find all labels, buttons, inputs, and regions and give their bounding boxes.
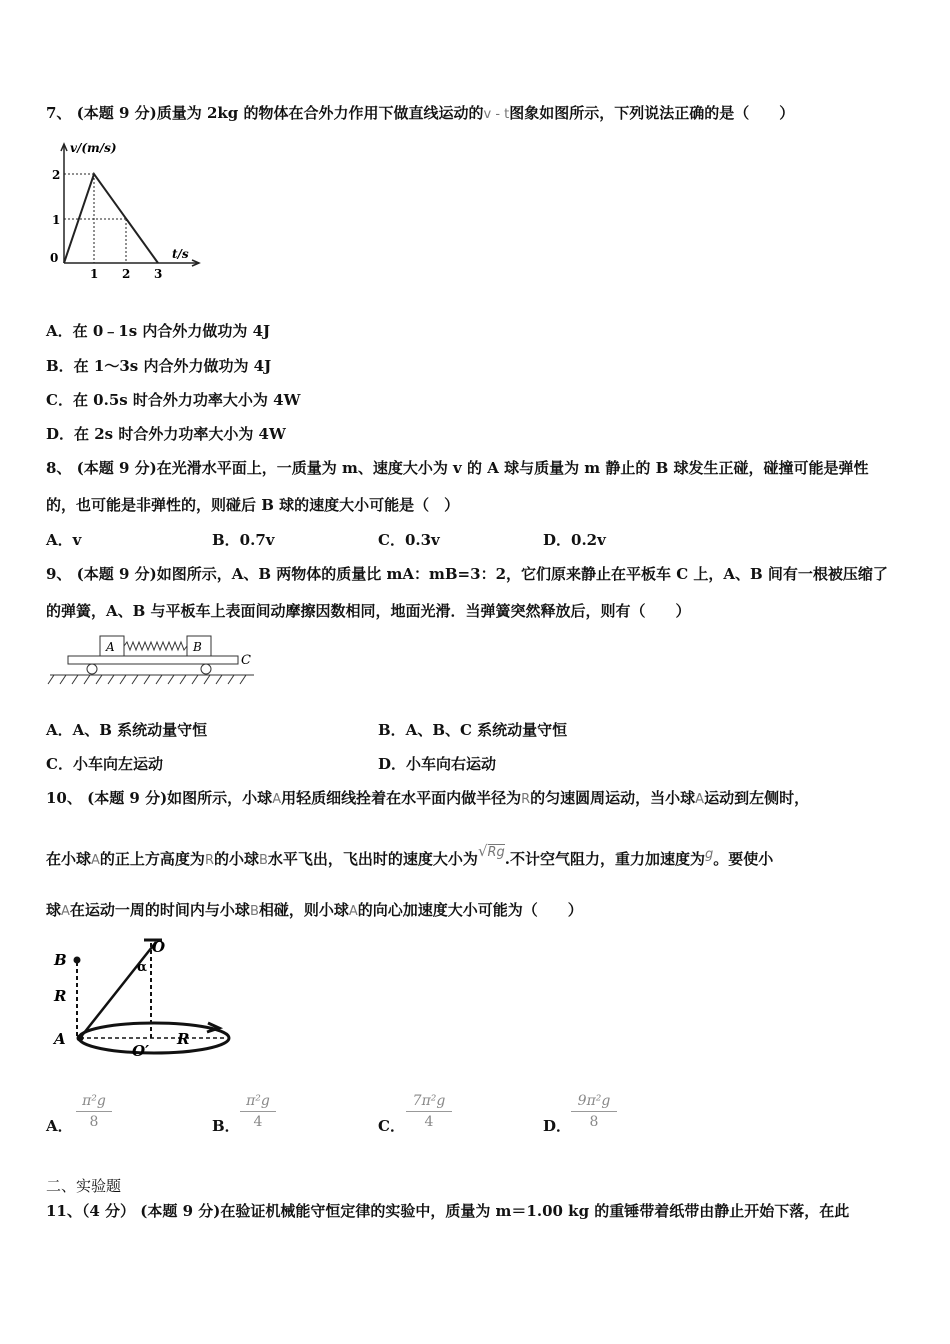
q10-stem-line2 bbox=[46, 842, 774, 869]
fraction-numerator: π²g bbox=[240, 1093, 276, 1112]
q9-stem-line2: 的弹簧，A、B 与平板车上表面间动摩擦因数相同，地面光滑．当弹簧突然释放后，则有（ ） bbox=[46, 602, 691, 620]
q10-symbol-a: A bbox=[695, 792, 705, 807]
q7-stem bbox=[46, 102, 794, 123]
fraction-numerator: 7π²g bbox=[406, 1093, 452, 1112]
q10-option-a-label: A． bbox=[46, 1117, 73, 1135]
q10-option-b-fraction bbox=[240, 1093, 276, 1130]
q9-stem-line1: 9、 (本题 9 分)如图所示，A、B 两物体的质量比 mA：mB=3：2，它们原来静止在平板车 C 上，A、B 间有一根被压缩了 bbox=[46, 565, 888, 583]
q10-symbol-a: A bbox=[272, 792, 282, 807]
q10-label-a: A bbox=[54, 1030, 66, 1048]
q8-option-a: A．v bbox=[46, 531, 82, 549]
q10-symbol-r: R bbox=[204, 853, 214, 868]
q8-option-d: D．0.2v bbox=[543, 531, 606, 549]
q9-option-d: D．小车向右运动 bbox=[378, 755, 497, 773]
q10-text: 用轻质细线拴着在水平面内做半径为 bbox=[281, 789, 522, 807]
q10-option-c-fraction bbox=[406, 1093, 452, 1130]
q7-x-tick-1: 1 bbox=[90, 267, 99, 281]
fraction-denominator: 8 bbox=[89, 1114, 99, 1130]
q7-origin-label: 0 bbox=[50, 251, 59, 265]
q10-text: 水平飞出，飞出时的速度大小为 bbox=[267, 850, 478, 868]
q10-option-c-label: C． bbox=[378, 1117, 405, 1135]
q10-text: 在运动一周的时间内与小球 bbox=[69, 901, 250, 919]
q10-option-a-fraction bbox=[76, 1093, 112, 1130]
q10-stem-line1 bbox=[46, 787, 809, 808]
q8-stem-line2: 的，也可能是非弹性的，则碰后 B 球的速度大小可能是（ ） bbox=[46, 496, 460, 514]
q7-vt-symbol: v - t bbox=[483, 107, 510, 122]
q10-text: .不计空气阻力，重力加速度为 bbox=[504, 850, 706, 868]
q9-label-a: A bbox=[106, 640, 115, 654]
q7-y-tick-1: 1 bbox=[52, 213, 61, 227]
q10-text: 的匀速圆周运动，当小球 bbox=[530, 789, 696, 807]
spring-icon bbox=[124, 642, 187, 650]
q10-symbol-a: A bbox=[91, 853, 100, 868]
q8-option-b: B．0.7v bbox=[212, 531, 275, 549]
q7-stem-part: 图象如图所示，下列说法正确的是（ ） bbox=[509, 104, 795, 122]
q10-text: 10、 (本题 9 分)如图所示，小球 bbox=[46, 789, 273, 807]
q7-y-tick-2: 2 bbox=[52, 168, 61, 182]
q10-symbol-g: g bbox=[705, 847, 714, 862]
q10-label-b: B bbox=[54, 951, 67, 969]
fraction-numerator: π²g bbox=[76, 1093, 112, 1112]
q9-option-b: B．A、B、C 系统动量守恒 bbox=[378, 721, 568, 739]
q9-option-c: C．小车向左运动 bbox=[46, 755, 163, 773]
q7-stem-part: 7、 (本题 9 分)质量为 2kg 的物体在合外力作用下做直线运动的 bbox=[46, 104, 484, 122]
q10-symbol-a: A bbox=[348, 904, 358, 919]
q7-x-tick-3: 3 bbox=[154, 267, 163, 281]
q10-text: 运动到左侧时， bbox=[704, 789, 810, 807]
q10-text: 的向心加速度大小可能为（ ） bbox=[357, 901, 583, 919]
q10-symbol-a: A bbox=[61, 904, 70, 919]
q10-option-d-label: D． bbox=[543, 1117, 572, 1135]
q7-option-a: A．在 0﹣1s 内合外力做功为 4J bbox=[46, 322, 271, 340]
q11-stem-line1: 11、（4 分） (本题 9 分)在验证机械能守恒定律的实验中，质量为 m＝1.00 kg 的重锤带着纸带由静止开始下落，在此 bbox=[46, 1202, 850, 1220]
q8-stem-line1: 8、 (本题 9 分)在光滑水平面上，一质量为 m、速度大小为 v 的 A 球与质量为 m 静止的 B 球发生正碰，碰撞可能是弹性 bbox=[46, 459, 869, 477]
q9-cart-diagram bbox=[44, 630, 264, 690]
q10-text: 的小球 bbox=[213, 850, 259, 868]
q10-option-d-fraction bbox=[571, 1093, 617, 1130]
q10-circular-motion-diagram bbox=[44, 935, 239, 1060]
q7-option-c: C．在 0.5s 时合外力功率大小为 4W bbox=[46, 391, 301, 409]
section-title-experiment: 二、实验题 bbox=[46, 1177, 122, 1195]
q10-text: 在小球 bbox=[46, 850, 92, 868]
q10-label-alpha: α bbox=[137, 960, 148, 975]
fraction-denominator: 4 bbox=[253, 1114, 263, 1130]
q9-label-c: C bbox=[241, 653, 251, 668]
q10-label-r-horizontal: R bbox=[177, 1030, 190, 1048]
q8-option-c: C．0.3v bbox=[378, 531, 440, 549]
q10-symbol-b: B bbox=[249, 904, 259, 919]
q7-vt-graph bbox=[44, 138, 209, 283]
fraction-denominator: 4 bbox=[424, 1114, 434, 1130]
q9-option-a: A．A、B 系统动量守恒 bbox=[46, 721, 208, 739]
q10-label-o-prime: O′ bbox=[132, 1042, 150, 1060]
q7-option-b: B．在 1～3s 内合外力做功为 4J bbox=[46, 357, 272, 375]
q10-text: 。要使小 bbox=[713, 850, 774, 868]
q10-text: 的正上方高度为 bbox=[99, 850, 205, 868]
q7-x-axis-label: t/s bbox=[172, 247, 189, 261]
q10-option-b-label: B． bbox=[212, 1117, 240, 1135]
q10-text: 球 bbox=[46, 901, 62, 919]
q10-stem-line3 bbox=[46, 899, 583, 920]
q10-label-r-vertical: R bbox=[54, 987, 67, 1005]
fraction-numerator: 9π²g bbox=[571, 1093, 617, 1112]
fraction-denominator: 8 bbox=[589, 1114, 599, 1130]
q10-sqrt-rg: Rg bbox=[487, 845, 505, 860]
q10-symbol-r: R bbox=[521, 792, 531, 807]
q10-label-o: O bbox=[152, 938, 166, 956]
sqrt-icon: √ bbox=[477, 842, 488, 860]
q7-option-d: D．在 2s 时合外力功率大小为 4W bbox=[46, 425, 286, 443]
q10-symbol-b: B bbox=[259, 853, 268, 868]
q7-y-axis-label: v/(m/s) bbox=[70, 141, 117, 155]
q10-text: 相碰，则小球 bbox=[258, 901, 349, 919]
q7-x-tick-2: 2 bbox=[122, 267, 131, 281]
q9-label-b: B bbox=[193, 640, 202, 654]
